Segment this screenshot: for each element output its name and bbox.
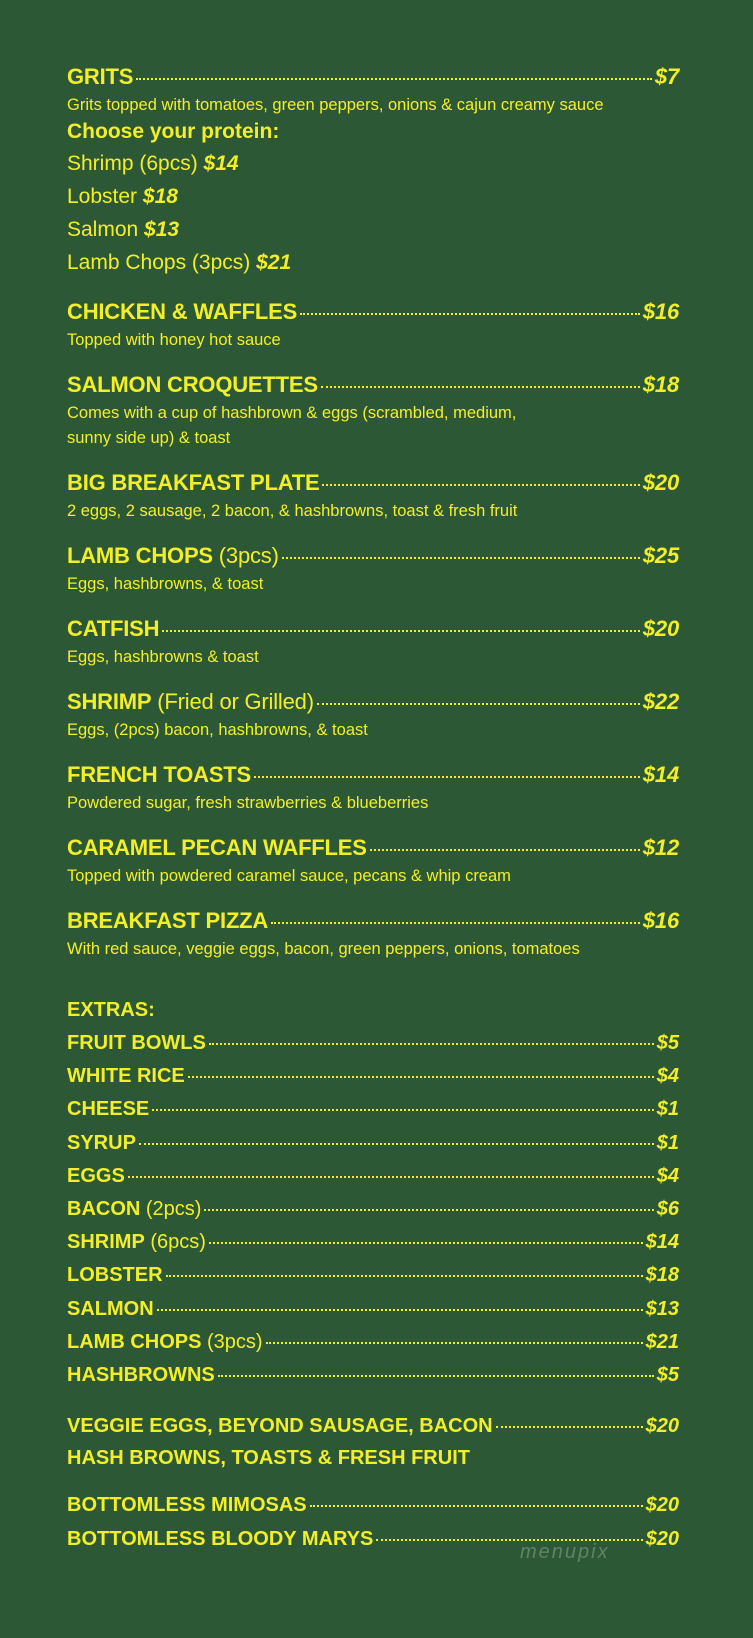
item-price: $22 [642, 689, 679, 714]
leader-dots [136, 78, 652, 80]
protein-option [67, 213, 679, 246]
option-price: $13 [144, 218, 180, 241]
item-description: 2 eggs, 2 sausage, 2 bacon, & hashbrowns, toast & fresh fruit [67, 502, 518, 520]
item-name: SHRIMP (Fried or Grilled) [67, 689, 314, 714]
item-name: CHICKEN & WAFFLES [67, 299, 298, 324]
extra-item: HASHBROWNS $5 [67, 1364, 679, 1387]
menu-item [67, 297, 679, 352]
menu-item [67, 687, 679, 742]
menu-item [67, 370, 679, 450]
protein-option [67, 147, 679, 180]
leader-dots [254, 776, 640, 778]
menu-content [67, 62, 679, 1556]
menu-item [67, 468, 679, 523]
leader-dots [139, 1143, 654, 1145]
item-price: $20 [642, 616, 679, 641]
leader-dots [271, 922, 640, 924]
leader-dots [282, 557, 640, 559]
item-description: Comes with a cup of hashbrown & eggs (scrambled, medium, [67, 404, 517, 422]
item-name: BREAKFAST PIZZA [67, 908, 269, 933]
item-description: Grits topped with tomatoes, green peppers, onions & cajun creamy sauce [67, 96, 604, 114]
option-price: $18 [142, 185, 178, 208]
drink-item: BOTTOMLESS BLOODY MARYS $20 [67, 1527, 679, 1550]
leader-dots [209, 1043, 654, 1045]
leader-dots [157, 1309, 643, 1311]
item-price: $20 [642, 470, 679, 495]
protein-label: Choose your protein: [67, 120, 280, 143]
leader-dots [188, 1076, 654, 1078]
leader-dots [204, 1209, 653, 1211]
item-name: CATFISH [67, 616, 160, 641]
option-name: Salmon [67, 218, 139, 241]
item-description: Topped with powdered caramel sauce, pecans & whip cream [67, 867, 511, 885]
leader-dots [310, 1505, 643, 1507]
item-name: BIG BREAKFAST PLATE [67, 470, 320, 495]
item-price: $18 [642, 372, 679, 397]
option-price: $21 [256, 251, 292, 274]
item-price: $16 [642, 908, 679, 933]
leader-dots [321, 386, 640, 388]
leader-dots [218, 1375, 654, 1377]
extra-item: EGGS $4 [67, 1164, 679, 1187]
menu-item [67, 833, 679, 888]
extra-item: LAMB CHOPS (3pcs) $21 [67, 1330, 679, 1353]
watermark: menupix [520, 1541, 610, 1563]
item-name: LAMB CHOPS (3pcs) [67, 543, 279, 568]
leader-dots [300, 313, 640, 315]
leader-dots [266, 1342, 643, 1344]
menu-item [67, 760, 679, 815]
combo-line1: VEGGIE EGGS, BEYOND SAUSAGE, BACON $20 [67, 1415, 679, 1438]
combo-line2: HASH BROWNS, TOASTS & FRESH FRUIT [67, 1447, 470, 1470]
menu-item [67, 614, 679, 669]
leader-dots [317, 703, 640, 705]
item-description: Eggs, (2pcs) bacon, hashbrowns, & toast [67, 721, 368, 739]
item-description-line2: sunny side up) & toast [67, 429, 231, 447]
extra-item: WHITE RICE $4 [67, 1065, 679, 1088]
drink-item: BOTTOMLESS MIMOSAS $20 [67, 1494, 679, 1517]
protein-option [67, 246, 679, 279]
option-name: Lobster [67, 185, 138, 208]
item-name: FRENCH TOASTS [67, 762, 252, 787]
option-name: Shrimp (6pcs) [67, 152, 198, 175]
option-price: $14 [203, 152, 239, 175]
extra-item: SYRUP $1 [67, 1131, 679, 1154]
extra-item: SALMON $13 [67, 1297, 679, 1320]
item-price: $12 [642, 835, 679, 860]
extras-list [67, 1027, 679, 1392]
leader-dots [370, 849, 640, 851]
combo-item [67, 1410, 679, 1473]
menu-item [67, 906, 679, 961]
menu-item-grits [67, 62, 679, 279]
menu-item [67, 541, 679, 596]
extra-item: CHEESE $1 [67, 1098, 679, 1121]
item-name: SALMON CROQUETTES [67, 372, 318, 397]
item-name: GRITS [67, 64, 134, 89]
leader-dots [496, 1426, 643, 1428]
leader-dots [162, 630, 640, 632]
extra-item: LOBSTER $18 [67, 1264, 679, 1287]
extra-item: SHRIMP (6pcs) $14 [67, 1231, 679, 1254]
item-description: Powdered sugar, fresh strawberries & blueberries [67, 794, 429, 812]
leader-dots [152, 1109, 654, 1111]
extra-item: FRUIT BOWLS $5 [67, 1032, 679, 1054]
option-name: Lamb Chops (3pcs) [67, 251, 251, 274]
leader-dots [209, 1242, 643, 1244]
item-price: $7 [654, 64, 679, 89]
item-description: Topped with honey hot sauce [67, 331, 281, 349]
item-description: With red sauce, veggie eggs, bacon, green peppers, onions, tomatoes [67, 940, 580, 958]
item-price: $25 [642, 543, 679, 568]
protein-option [67, 180, 679, 213]
leader-dots [166, 1275, 643, 1277]
item-description: Eggs, hashbrowns & toast [67, 648, 259, 666]
item-price: $16 [642, 299, 679, 324]
extra-item: BACON (2pcs) $6 [67, 1198, 679, 1221]
leader-dots [322, 484, 639, 486]
item-description: Eggs, hashbrowns, & toast [67, 575, 264, 593]
item-name: CARAMEL PECAN WAFFLES [67, 835, 367, 860]
leader-dots [128, 1176, 654, 1178]
extras-heading: EXTRAS: [67, 999, 155, 1021]
item-price: $14 [642, 762, 679, 787]
